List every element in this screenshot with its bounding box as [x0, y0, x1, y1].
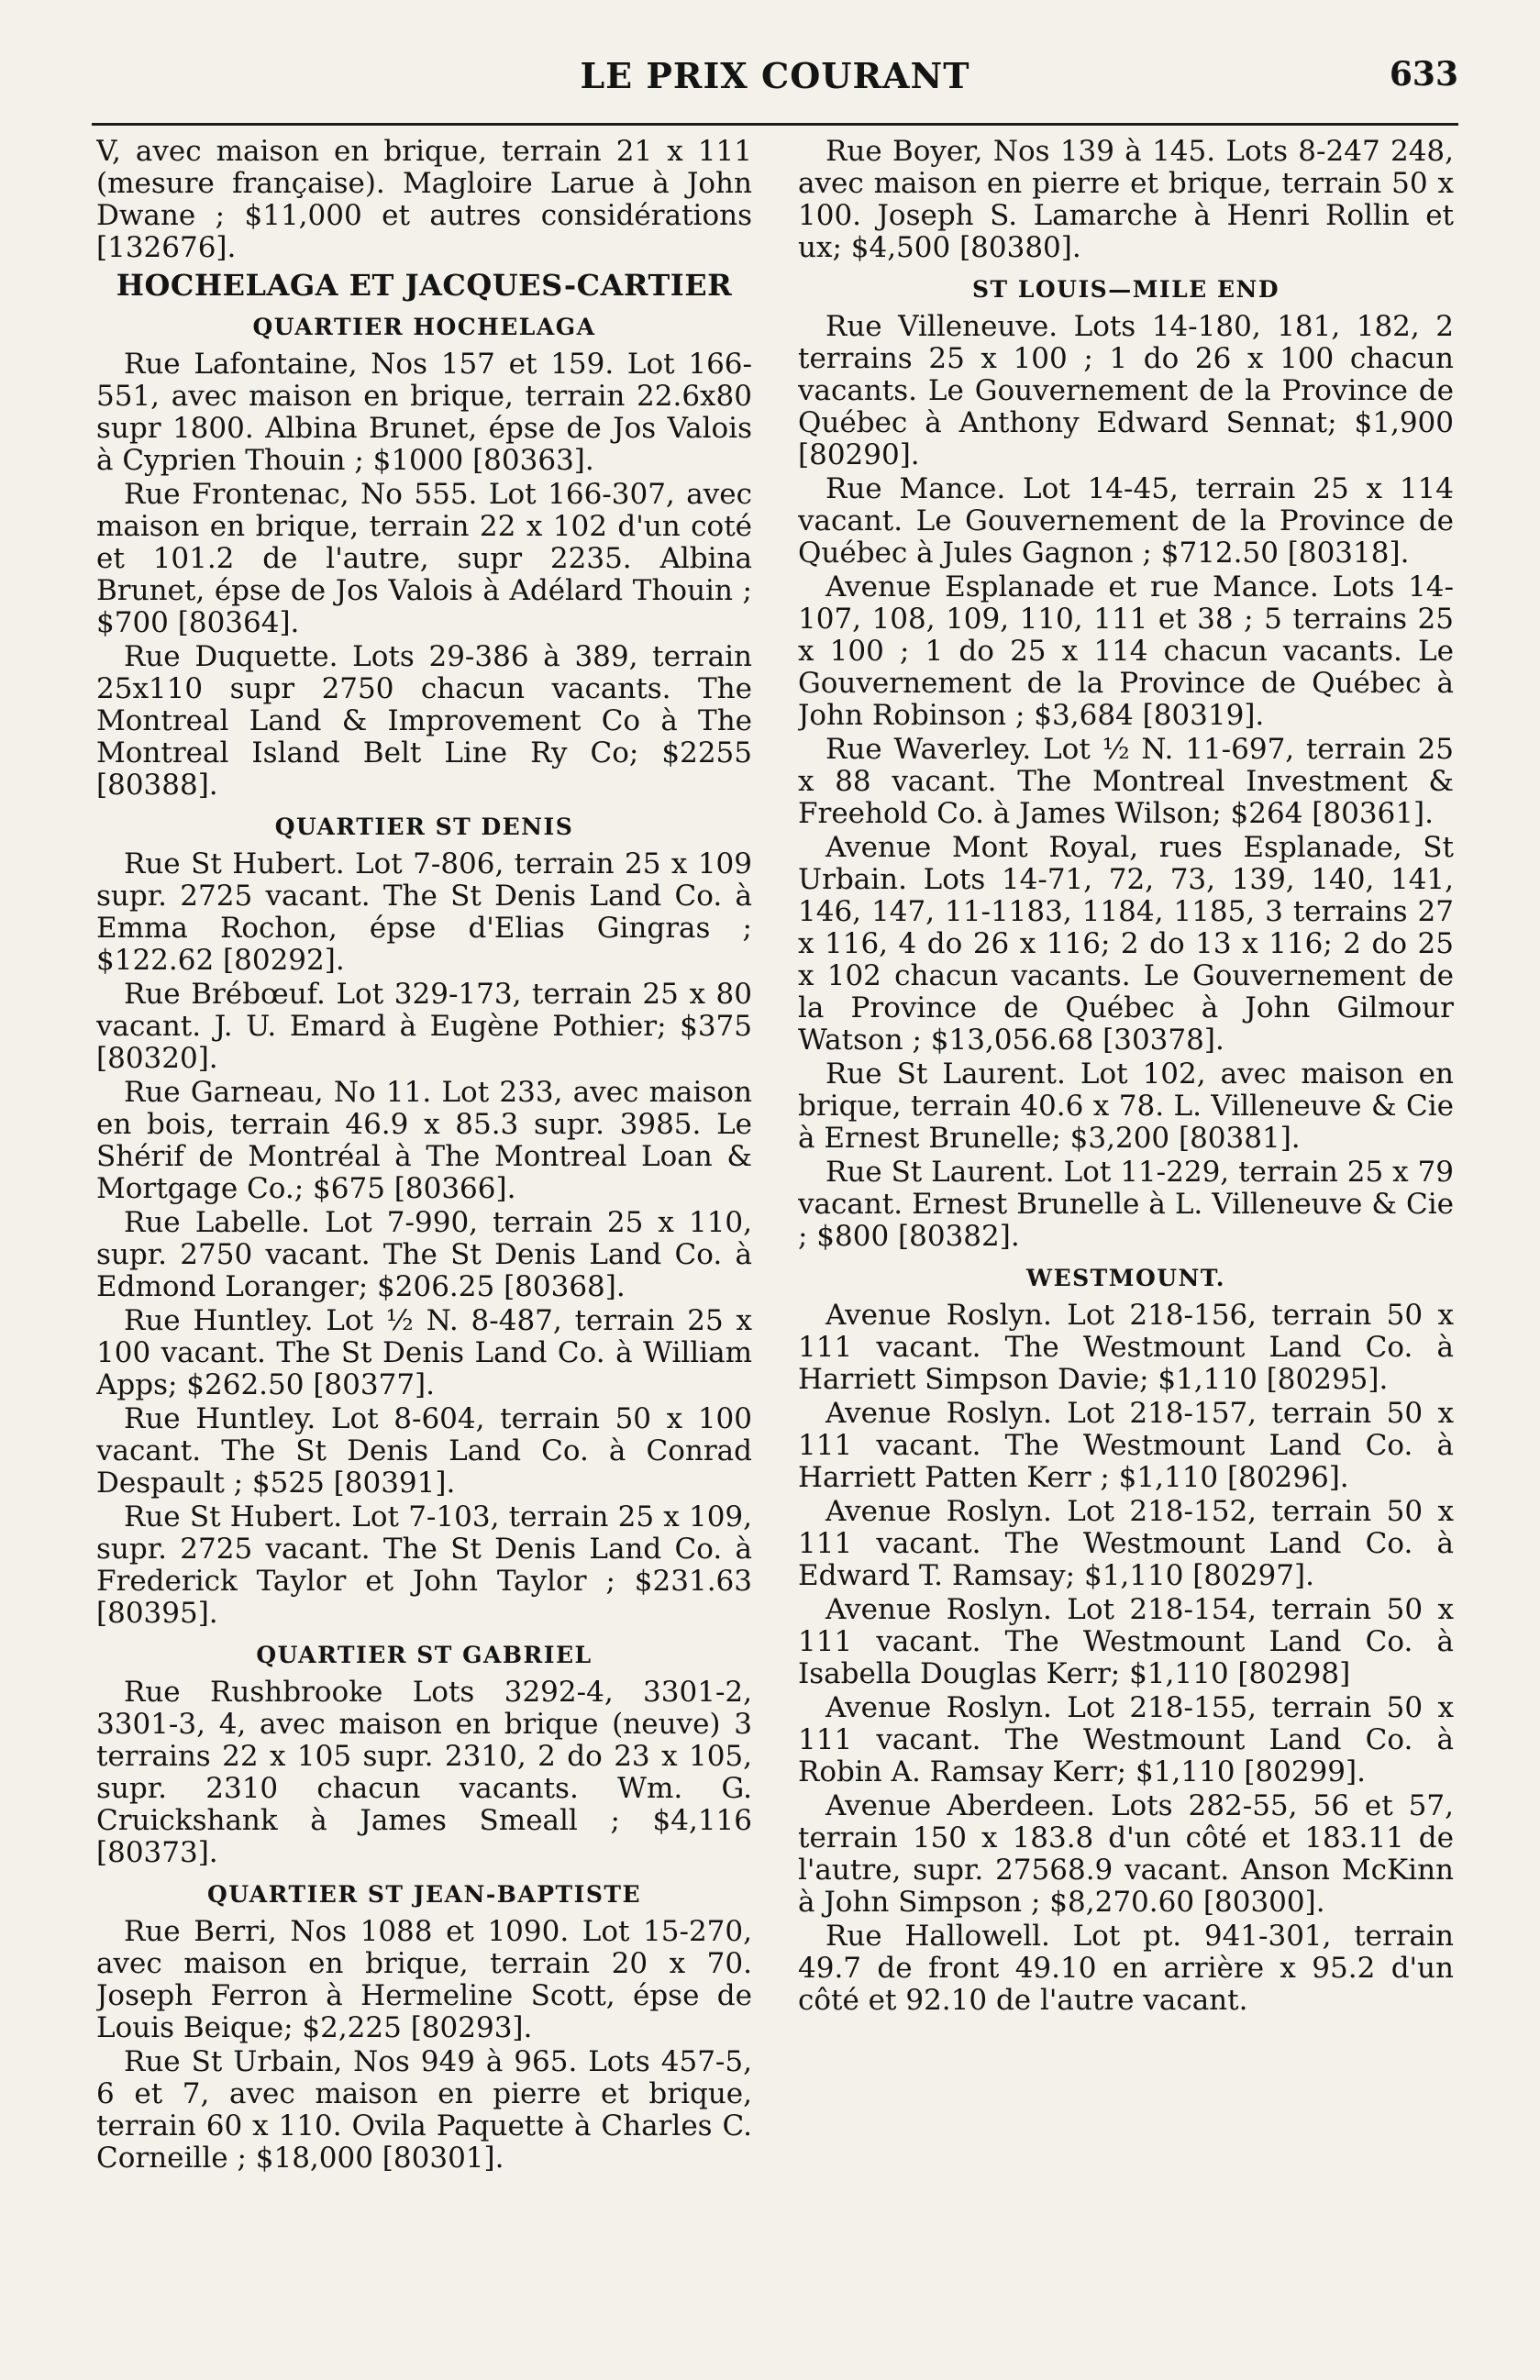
listing-entry: Rue Huntley. Lot ½ N. 8-487, terrain 25 x 100 vacant. The St Denis Land Co. à William Apps; $262.50 [80377]. [96, 1304, 752, 1401]
listing-entry: Rue Boyer, Nos 139 à 145. Lots 8-247 248, avec maison en pierre et brique, terrain 50 x 100. Joseph S. Lamarche à Henri Rollin et ux; $4,500 [80380]. [798, 136, 1454, 264]
listing-entry: Rue St Laurent. Lot 102, avec maison en brique, terrain 40.6 x 78. L. Villeneuve & Cie à Ernest Brunelle; $3,200 [80381]. [798, 1057, 1454, 1155]
page-number: 633 [1389, 55, 1458, 94]
listing-entry: Rue Lafontaine, Nos 157 et 159. Lot 166-551, avec maison en brique, terrain 22.6x80 supr 1800. Albina Brunet, épse de Jos Valois à Cyprien Thouin ; $1000 [80363]. [96, 348, 752, 477]
listing-entry: Rue Duquette. Lots 29-386 à 389, terrain 25x110 supr 2750 chacun vacants. The Montreal Land & Improvement Co à The Montreal Island Belt Line Ry Co; $2255 [80388]. [96, 640, 752, 802]
listing-entry: Rue Mance. Lot 14-45, terrain 25 x 114 vacant. Le Gouvernement de la Province de Québec à Jules Gagnon ; $712.50 [80318]. [798, 472, 1454, 570]
section-heading: QUARTIER ST GABRIEL [256, 1642, 593, 1668]
listing-entry: Rue Garneau, No 11. Lot 233, avec maison en bois, terrain 46.9 x 85.3 supr. 3985. Le Shérif de Montréal à The Montreal Loan & Mortgage Co.; $675 [80366]. [96, 1076, 752, 1205]
listing-entry: Rue Waverley. Lot ½ N. 11-697, terrain 25 x 88 vacant. The Montreal Investment & Freehold Co. à James Wilson; $264 [80361]. [798, 733, 1454, 830]
section-heading: ST LOUIS—MILE END [971, 276, 1280, 303]
section-heading: HOCHELAGA ET JACQUES-CARTIER [116, 268, 733, 303]
listing-entry: Rue St Urbain, Nos 949 à 965. Lots 457-5, 6 et 7, avec maison en pierre et brique, terrain 60 x 110. Ovila Paquette à Charles C. Corneille ; $18,000 [80301]. [96, 2045, 752, 2175]
listing-entry: Rue Frontenac, No 555. Lot 166-307, avec maison en brique, terrain 22 x 102 d'un coté et 101.2 de l'autre, supr 2235. Albina Brunet, épse de Jos Valois à Adélard Thouin ; $700 [80364]. [96, 478, 752, 639]
listing-entry: Avenue Roslyn. Lot 218-155, terrain 50 x 111 vacant. The Westmount Land Co. à Robin A. Ramsay Kerr; $1,110 [80299]. [798, 1691, 1454, 1788]
listing-entry: Rue St Hubert. Lot 7-103, terrain 25 x 109, supr. 2725 vacant. The St Denis Land Co. à Frederick Taylor et John Taylor ; $231.63 [80395]. [96, 1500, 752, 1630]
journal-title: LE PRIX COURANT [580, 55, 970, 96]
section-heading: QUARTIER HOCHELAGA [252, 314, 596, 340]
listing-entry: Avenue Mont Royal, rues Esplanade, St Urbain. Lots 14-71, 72, 73, 139, 140, 141, 146, 147, 11-1183, 1184, 1185, 3 terrains 27 x 116, 4 do 26 x 116; 2 do 13 x 116; 2 do 25 x 102 chacun vacants. Le Gouvernement de la Province de Québec à John Gilmour Watson ; $13,056.68 [30378]. [798, 831, 1454, 1057]
listing-entry: Rue Hallowell. Lot pt. 941-301, terrain 49.7 de front 49.10 en arrière x 95.2 d'un côté et 92.10 de l'autre vacant. [798, 1920, 1454, 2017]
section-heading: QUARTIER ST JEAN-BAPTISTE [206, 1881, 642, 1908]
section-heading: QUARTIER ST DENIS [274, 814, 574, 840]
listing-entry: Avenue Aberdeen. Lots 282-55, 56 et 57, terrain 150 x 183.8 d'un côté et 183.11 de l'autre, supr. 27568.9 vacant. Anson McKinn à John Simpson ; $8,270.60 [80300]. [798, 1789, 1454, 1919]
listing-entry: Avenue Roslyn. Lot 218-152, terrain 50 x 111 vacant. The Westmount Land Co. à Edward T. Ramsay; $1,110 [80297]. [798, 1495, 1454, 1592]
listing-entry: Rue Brébœuf. Lot 329-173, terrain 25 x 80 vacant. J. U. Emard à Eugène Pothier; $375 [80320]. [96, 978, 752, 1075]
listing-entry: Avenue Roslyn. Lot 218-154, terrain 50 x 111 vacant. The Westmount Land Co. à Isabella Douglas Kerr; $1,110 [80298] [798, 1593, 1454, 1690]
right-column [798, 136, 1454, 2355]
listing-entry: Rue Villeneuve. Lots 14-180, 181, 182, 2 terrains 25 x 100 ; 1 do 26 x 100 chacun vacants. Le Gouvernement de la Province de Québec à Anthony Edward Sennat; $1,900 [80290]. [798, 310, 1454, 471]
listing-entry: V, avec maison en brique, terrain 21 x 111 (mesure française). Magloire Larue à John Dwane ; $11,000 et autres considérations [132676]. [96, 136, 752, 264]
header-rule [92, 123, 1458, 126]
listing-entry: Avenue Roslyn. Lot 218-157, terrain 50 x 111 vacant. The Westmount Land Co. à Harriett Patten Kerr ; $1,110 [80296]. [798, 1397, 1454, 1494]
listing-entry: Rue Rushbrooke Lots 3292-4, 3301-2, 3301-3, 4, avec maison en brique (neuve) 3 terrains 22 x 105 supr. 2310, 2 do 23 x 105, supr. 2310 chacun vacants. Wm. G. Cruickshank à James Smeall ; $4,116 [80373]. [96, 1676, 752, 1869]
listing-entry: Rue St Hubert. Lot 7-806, terrain 25 x 109 supr. 2725 vacant. The St Denis Land Co. à Emma Rochon, épse d'Elias Gingras ; $122.62 [80292]. [96, 847, 752, 977]
listing-entry: Avenue Esplanade et rue Mance. Lots 14-107, 108, 109, 110, 111 et 38 ; 5 terrains 25 x 100 ; 1 do 25 x 114 chacun vacants. Le Gouvernement de la Province de Québec à John Robinson ; $3,684 [80319]. [798, 570, 1454, 732]
listing-entry: Rue Huntley. Lot 8-604, terrain 50 x 100 vacant. The St Denis Land Co. à Conrad Despault ; $525 [80391]. [96, 1402, 752, 1500]
listing-entry: Rue St Laurent. Lot 11-229, terrain 25 x 79 vacant. Ernest Brunelle à L. Villeneuve & Cie ; $800 [80382]. [798, 1156, 1454, 1253]
left-column [96, 136, 752, 2355]
section-heading: WESTMOUNT. [1026, 1265, 1225, 1291]
listing-entry: Rue Berri, Nos 1088 et 1090. Lot 15-270, avec maison en brique, terrain 20 x 70. Joseph Ferron à Hermeline Scott, épse de Louis Beique; $2,225 [80293]. [96, 1915, 752, 2044]
listing-entry: Avenue Roslyn. Lot 218-156, terrain 50 x 111 vacant. The Westmount Land Co. à Harriett Simpson Davie; $1,110 [80295]. [798, 1299, 1454, 1396]
page-header [92, 55, 1458, 110]
listing-entry: Rue Labelle. Lot 7-990, terrain 25 x 110, supr. 2750 vacant. The St Denis Land Co. à Edmond Loranger; $206.25 [80368]. [96, 1206, 752, 1303]
